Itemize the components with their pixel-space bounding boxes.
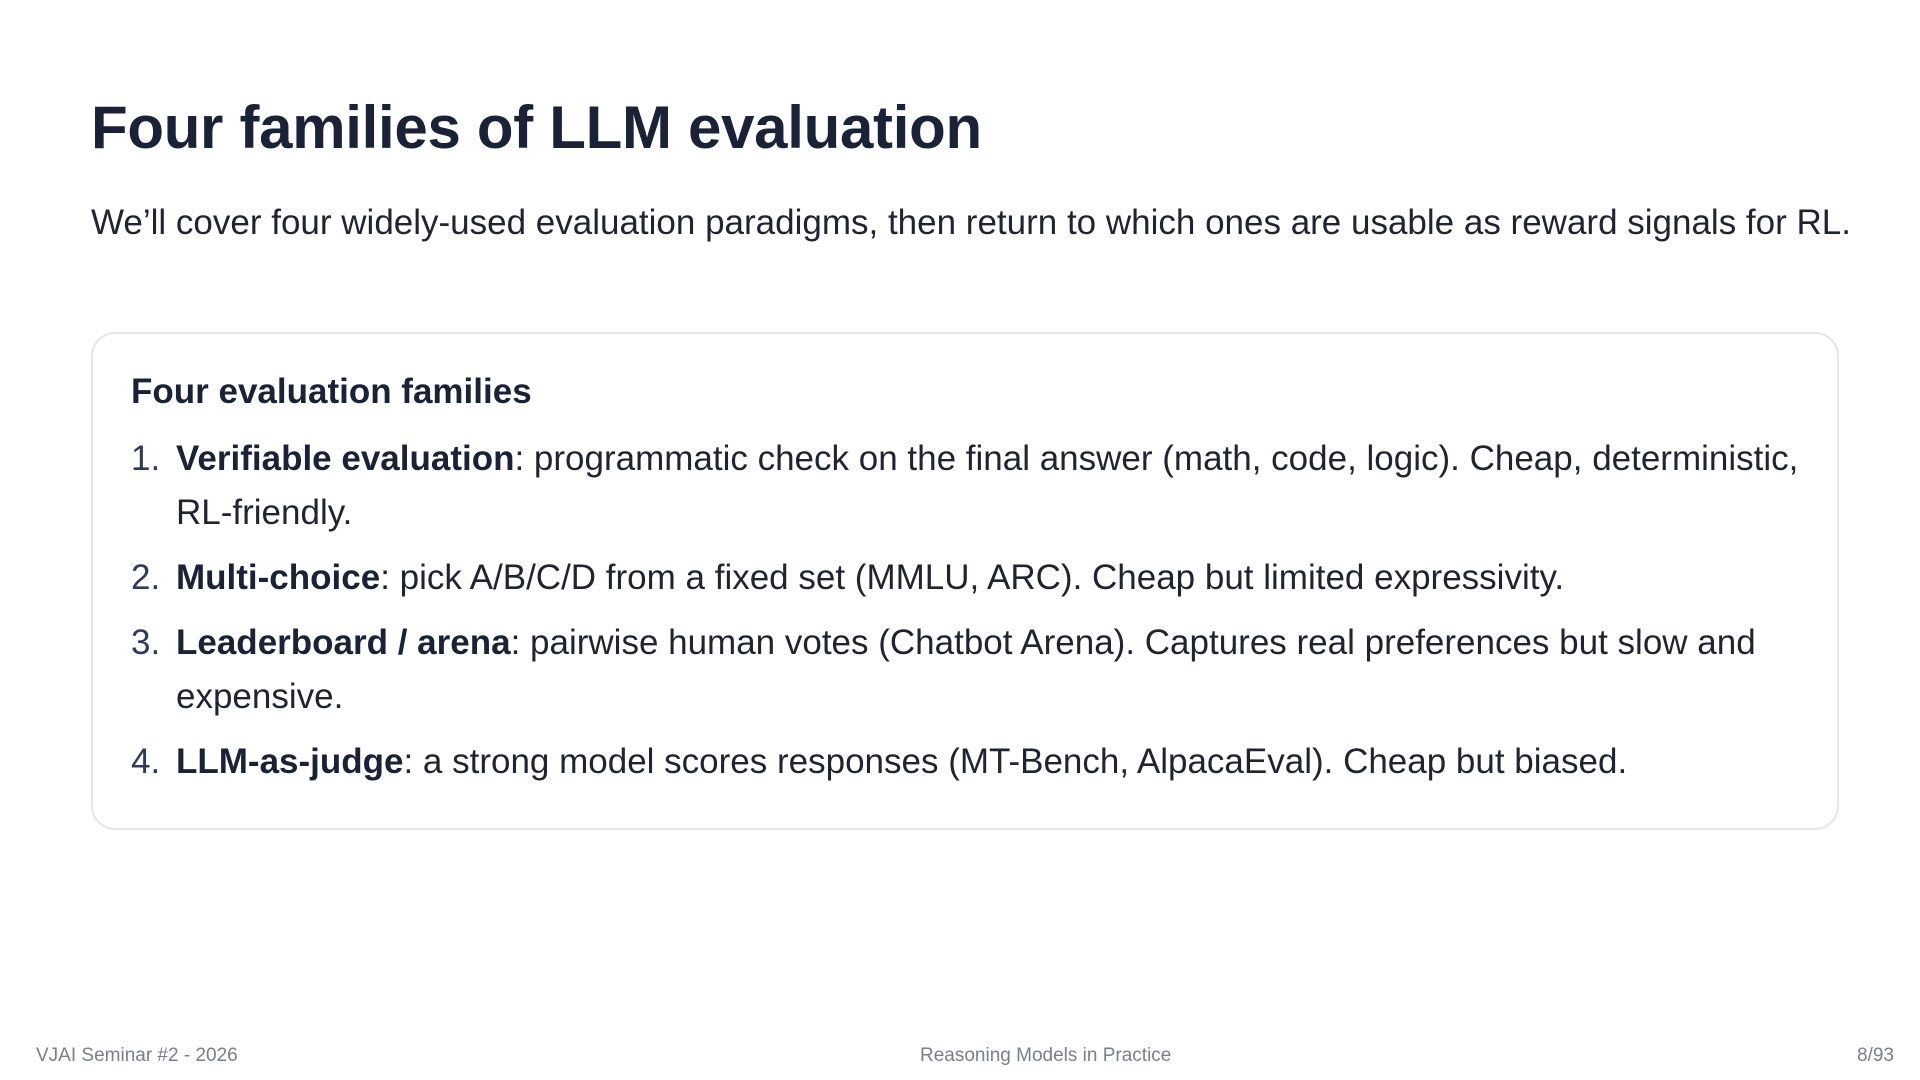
- list-item-term: LLM-as-judge: [176, 742, 404, 781]
- list-item-multi-choice: [131, 551, 1811, 605]
- list-item-term: Verifiable evaluation: [176, 439, 515, 478]
- list-item-term: Multi-choice: [176, 558, 381, 597]
- list-item-number: 4.: [131, 742, 161, 781]
- slide-title: Four families of LLM evaluation: [91, 94, 982, 161]
- list-item-description: : pairwise human votes (Chatbot Arena). Captures real preferences but slow and expensive.: [176, 623, 1756, 716]
- evaluation-families-list: [131, 432, 1811, 800]
- list-item-number: 3.: [131, 623, 161, 662]
- evaluation-families-card: [91, 332, 1839, 830]
- slide-intro: We’ll cover four widely-used evaluation paradigms, then return to which ones are usable as reward signals for RL.: [91, 203, 1851, 242]
- list-item-description: : programmatic check on the final answer (math, code, logic). Cheap, deterministic, RL-friendly.: [176, 439, 1799, 532]
- list-item-llm-judge: [131, 735, 1811, 789]
- list-item-leaderboard: [131, 616, 1811, 724]
- footer-talk-title: Reasoning Models in Practice: [920, 1045, 1172, 1066]
- list-item-description: : pick A/B/C/D from a fixed set (MMLU, ARC). Cheap but limited expressivity.: [380, 558, 1565, 597]
- list-item-number: 1.: [131, 439, 161, 478]
- footer-page-number: 8/93: [1857, 1045, 1894, 1066]
- list-item-description: : a strong model scores responses (MT-Bench, AlpacaEval). Cheap but biased.: [403, 742, 1628, 781]
- card-title: Four evaluation families: [131, 372, 532, 411]
- footer-seminar: VJAI Seminar #2 - 2026: [36, 1045, 238, 1066]
- list-item-number: 2.: [131, 558, 161, 597]
- list-item-verifiable: [131, 432, 1811, 540]
- list-item-term: Leaderboard / arena: [176, 623, 511, 662]
